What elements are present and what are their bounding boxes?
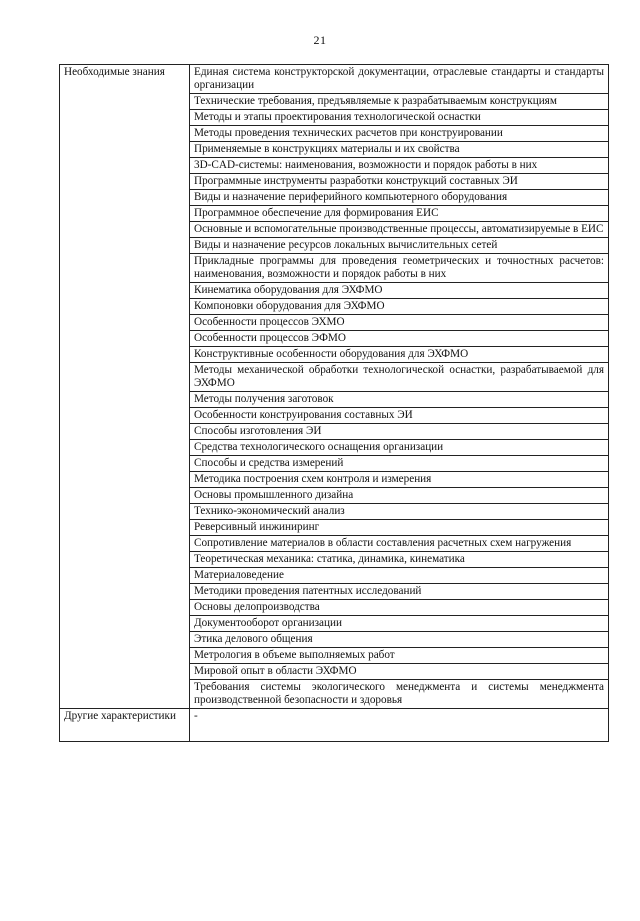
knowledge-item: Программные инструменты разработки конструкций составных ЭИ	[190, 174, 609, 190]
knowledge-item: Основы делопроизводства	[190, 600, 609, 616]
knowledge-item: Программное обеспечение для формирования ЕИС	[190, 206, 609, 222]
knowledge-item: Методы получения заготовок	[190, 392, 609, 408]
knowledge-item: Виды и назначение ресурсов локальных вычислительных сетей	[190, 238, 609, 254]
knowledge-item: Виды и назначение периферийного компьютерного оборудования	[190, 190, 609, 206]
knowledge-item: Особенности конструирования составных ЭИ	[190, 408, 609, 424]
knowledge-item: Прикладные программы для проведения геометрических и точностных расчетов: наименования, возможности и порядок работы в них	[190, 254, 609, 283]
knowledge-label-cell: Необходимые знания	[60, 65, 190, 709]
knowledge-item: Сопротивление материалов в области составления расчетных схем нагружения	[190, 536, 609, 552]
other-value-cell: -	[190, 709, 609, 742]
knowledge-item: Конструктивные особенности оборудования для ЭХФМО	[190, 347, 609, 363]
requirements-table-body	[60, 65, 609, 742]
knowledge-item: 3D-CAD-системы: наименования, возможности и порядок работы в них	[190, 158, 609, 174]
other-label-cell: Другие характеристики	[60, 709, 190, 742]
knowledge-item: Средства технологического оснащения организации	[190, 440, 609, 456]
table-row	[60, 65, 609, 94]
knowledge-item: Особенности процессов ЭФМО	[190, 331, 609, 347]
knowledge-item: Единая система конструкторской документации, отраслевые стандарты и стандарты организации	[190, 65, 609, 94]
knowledge-item: Методы и этапы проектирования технологической оснастки	[190, 110, 609, 126]
knowledge-item: Теоретическая механика: статика, динамика, кинематика	[190, 552, 609, 568]
knowledge-item: Основные и вспомогательные производственные процессы, автоматизируемые в ЕИС	[190, 222, 609, 238]
knowledge-item: Методики проведения патентных исследований	[190, 584, 609, 600]
knowledge-item: Методы проведения технических расчетов при конструировании	[190, 126, 609, 142]
knowledge-item: Реверсивный инжиниринг	[190, 520, 609, 536]
table-row	[60, 709, 609, 742]
knowledge-item: Способы и средства измерений	[190, 456, 609, 472]
knowledge-item: Компоновки оборудования для ЭХФМО	[190, 299, 609, 315]
knowledge-item: Материаловедение	[190, 568, 609, 584]
knowledge-item: Особенности процессов ЭХМО	[190, 315, 609, 331]
page-number: 21	[313, 33, 327, 47]
knowledge-item: Метрология в объеме выполняемых работ	[190, 648, 609, 664]
knowledge-item: Мировой опыт в области ЭХФМО	[190, 664, 609, 680]
requirements-table	[59, 64, 609, 742]
knowledge-item: Кинематика оборудования для ЭХФМО	[190, 283, 609, 299]
knowledge-item: Технико-экономический анализ	[190, 504, 609, 520]
knowledge-item: Требования системы экологического менеджмента и системы менеджмента производственной безопасности и здоровья	[190, 680, 609, 709]
knowledge-item: Этика делового общения	[190, 632, 609, 648]
knowledge-item: Технические требования, предъявляемые к разрабатываемым конструкциям	[190, 94, 609, 110]
knowledge-item: Основы промышленного дизайна	[190, 488, 609, 504]
knowledge-item: Способы изготовления ЭИ	[190, 424, 609, 440]
knowledge-item: Методика построения схем контроля и измерения	[190, 472, 609, 488]
knowledge-item: Документооборот организации	[190, 616, 609, 632]
knowledge-item: Применяемые в конструкциях материалы и их свойства	[190, 142, 609, 158]
knowledge-item: Методы механической обработки технологической оснастки, разрабатываемой для ЭХФМО	[190, 363, 609, 392]
